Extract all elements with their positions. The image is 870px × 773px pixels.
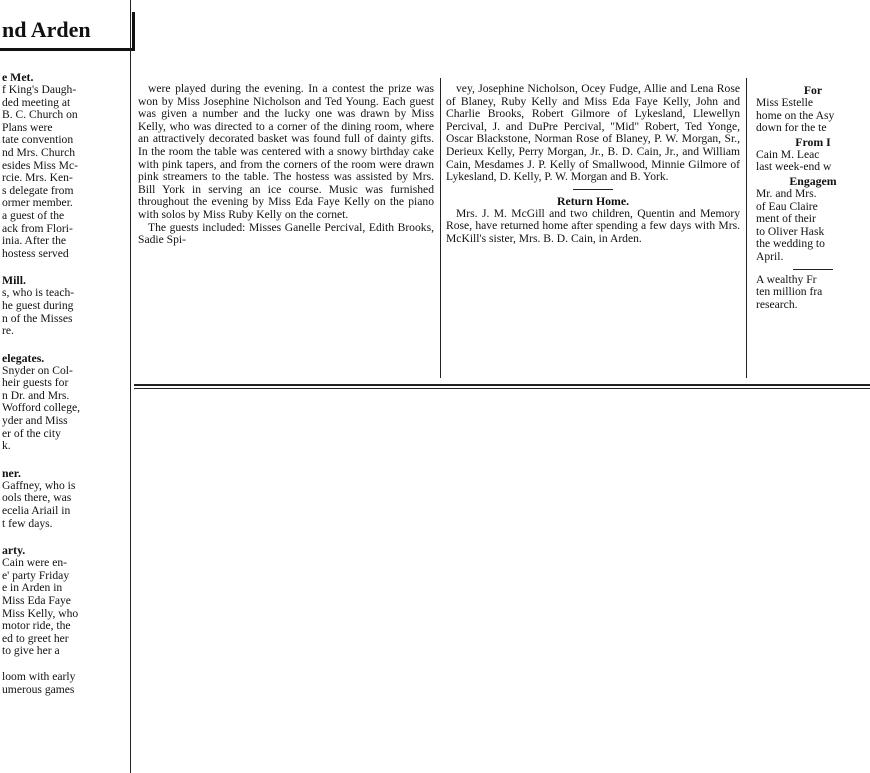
column-party-story xyxy=(138,83,434,383)
paragraph-text: rcie. Mrs. Ken- xyxy=(2,171,73,185)
spacer xyxy=(2,338,124,351)
paragraph-text: Wofford college, xyxy=(2,401,81,415)
section-heading: Engagem xyxy=(789,173,837,188)
section-heading: elegates. xyxy=(2,350,45,365)
paragraph-text: Mr. and Mrs. xyxy=(756,186,817,200)
spacer xyxy=(2,260,124,273)
paragraph-text: k. xyxy=(2,439,11,453)
section-heading: From I xyxy=(795,134,831,149)
section-heading: For xyxy=(803,83,823,97)
paragraph-text: the wedding to xyxy=(756,237,825,251)
paragraph-text: Miss Kelly, who xyxy=(2,606,79,620)
paragraph-text: Mrs. J. M. McGill and two children, Quentin and Memory Rose, have returned home after spending a few days with Mrs. McKill's sister, Mrs. B. D. Cain, in Arden. xyxy=(446,206,740,245)
paragraph-text: nd Mrs. Church xyxy=(2,145,76,159)
paragraph-text: April. xyxy=(756,249,784,263)
section-bottom-rule xyxy=(134,384,870,386)
spacer xyxy=(2,453,124,466)
paragraph-text: heir guests for xyxy=(2,376,69,390)
paragraph-text: ten million fra xyxy=(756,285,823,299)
paragraph-text: yder and Miss xyxy=(2,414,68,428)
paragraph-text: Snyder on Col- xyxy=(2,363,73,377)
paragraph-text: ormer member. xyxy=(2,196,73,210)
column-guests-return-home xyxy=(446,83,740,383)
paragraph-text: to give her a xyxy=(2,644,60,658)
section-heading: ner. xyxy=(2,465,21,480)
paragraph-text: last week-end w xyxy=(756,160,832,174)
section-heading: Mill. xyxy=(2,273,26,288)
paragraph-text: Plans were xyxy=(2,120,53,134)
section-heading: arty. xyxy=(2,543,26,558)
paragraph-text: s delegate from xyxy=(2,183,74,197)
column-divider xyxy=(746,78,747,378)
paragraph-text: B. C. Church on xyxy=(2,108,78,122)
paragraph-text: s, who is teach- xyxy=(2,286,75,300)
paragraph-text: of Eau Claire xyxy=(756,199,818,213)
paragraph-text: a guest of the xyxy=(2,208,65,222)
paragraph-text: t few days. xyxy=(2,516,53,530)
paragraph-text: ack from Flori- xyxy=(2,221,73,235)
paragraph-text: ed to greet her xyxy=(2,631,69,645)
paragraph-text: n of the Misses xyxy=(2,311,73,325)
section-bottom-rule xyxy=(134,388,870,389)
paragraph-text: umerous games xyxy=(2,682,75,696)
paragraph-text: er of the city xyxy=(2,426,61,440)
column-divider xyxy=(440,78,441,378)
paragraph-text: f King's Daugh- xyxy=(2,83,77,96)
paragraph-text: Miss Eda Faye xyxy=(2,594,71,607)
paragraph-text: e' party Friday xyxy=(2,568,70,582)
paragraph-text: Cain were en- xyxy=(2,556,68,570)
paragraph-text: ded meeting at xyxy=(2,95,71,109)
paragraph-text: ment of their xyxy=(756,212,816,226)
column-divider xyxy=(130,0,131,773)
paragraph-text: n Dr. and Mrs. xyxy=(2,388,70,402)
section-separator xyxy=(573,189,613,190)
paragraph-text: hostess served xyxy=(2,246,69,260)
paragraph-text: ools there, was xyxy=(2,491,72,505)
paragraph-text: home on the Asy xyxy=(756,108,835,122)
masthead-title: nd Arden xyxy=(0,12,135,51)
paragraph-text: Miss Estelle xyxy=(756,96,814,109)
paragraph-text: re. xyxy=(2,324,14,338)
column-right-notes xyxy=(756,83,870,383)
paragraph-text: motor ride, the xyxy=(2,619,71,633)
paragraph-text: ecelia Ariail in xyxy=(2,504,71,518)
paragraph-text: A wealthy Fr xyxy=(756,272,817,286)
paragraph-text: Cain M. Leac xyxy=(756,147,820,161)
paragraph-text: he guest during xyxy=(2,298,74,312)
paragraph-text: research. xyxy=(756,297,798,311)
paragraph-text: tate convention xyxy=(2,133,74,147)
paragraph-text: e in Arden in xyxy=(2,581,63,595)
paragraph-text: Gaffney, who is xyxy=(2,478,76,492)
spacer xyxy=(2,530,124,543)
section-heading: e Met. xyxy=(2,70,34,84)
paragraph-text: down for the te xyxy=(756,121,827,135)
section-separator xyxy=(793,269,833,270)
column-left xyxy=(2,70,124,770)
paragraph-text: loom with early xyxy=(2,669,76,683)
paragraph-text: inia. After the xyxy=(2,234,67,248)
paragraph-text: vey, Josephine Nicholson, Ocey Fudge, Allie and Lena Rose of Blaney, Ruby Kelly and Miss Eda Faye Kelly, John and Charlie Brooks, Robert Gilmore of Lykesland, Llewellyn Percival, J. and DuPre Percival, "Mid" Robert, Ted Yonge, Oscar Blackstone, Norman Rose of Blaney, P. W. Morgan, Sr., Derieux Kelly, Perry Morgan, Jr., B. D. Cain, Jr., and William Cain, Mesdames J. P. Kelly of Smallwood, Minnie Gilmore of Lykesland, D. Kelly, P. W. Morgan and B. York. xyxy=(446,83,740,184)
paragraph-text: The guests included: Misses Ganelle Percival, Edith Brooks, Sadie Spi- xyxy=(138,220,434,247)
paragraph-text: were played during the evening. In a contest the prize was won by Miss Josephine Nicholson and Ted Young. Each guest was given a number and the lucky one was drawn by Miss Kelly, who was directed to a corner of the dining room, where an attractively decorated basket was found full of dainty gifts. In the room the table was centered with a snowy birthday cake with pink tapers, and from the corners of the room were drawn pink streamers to the table. The hostess was assisted by Mrs. Bill York in serving an ice course. Music was furnished throughout the evening by Miss Eda Faye Kelly on the piano with solos by Miss Ruby Kelly on the cornet. xyxy=(138,83,434,221)
paragraph-text: esides Miss Mc- xyxy=(2,158,78,172)
paragraph-text: to Oliver Hask xyxy=(756,224,825,238)
section-heading: Return Home. xyxy=(556,193,630,208)
